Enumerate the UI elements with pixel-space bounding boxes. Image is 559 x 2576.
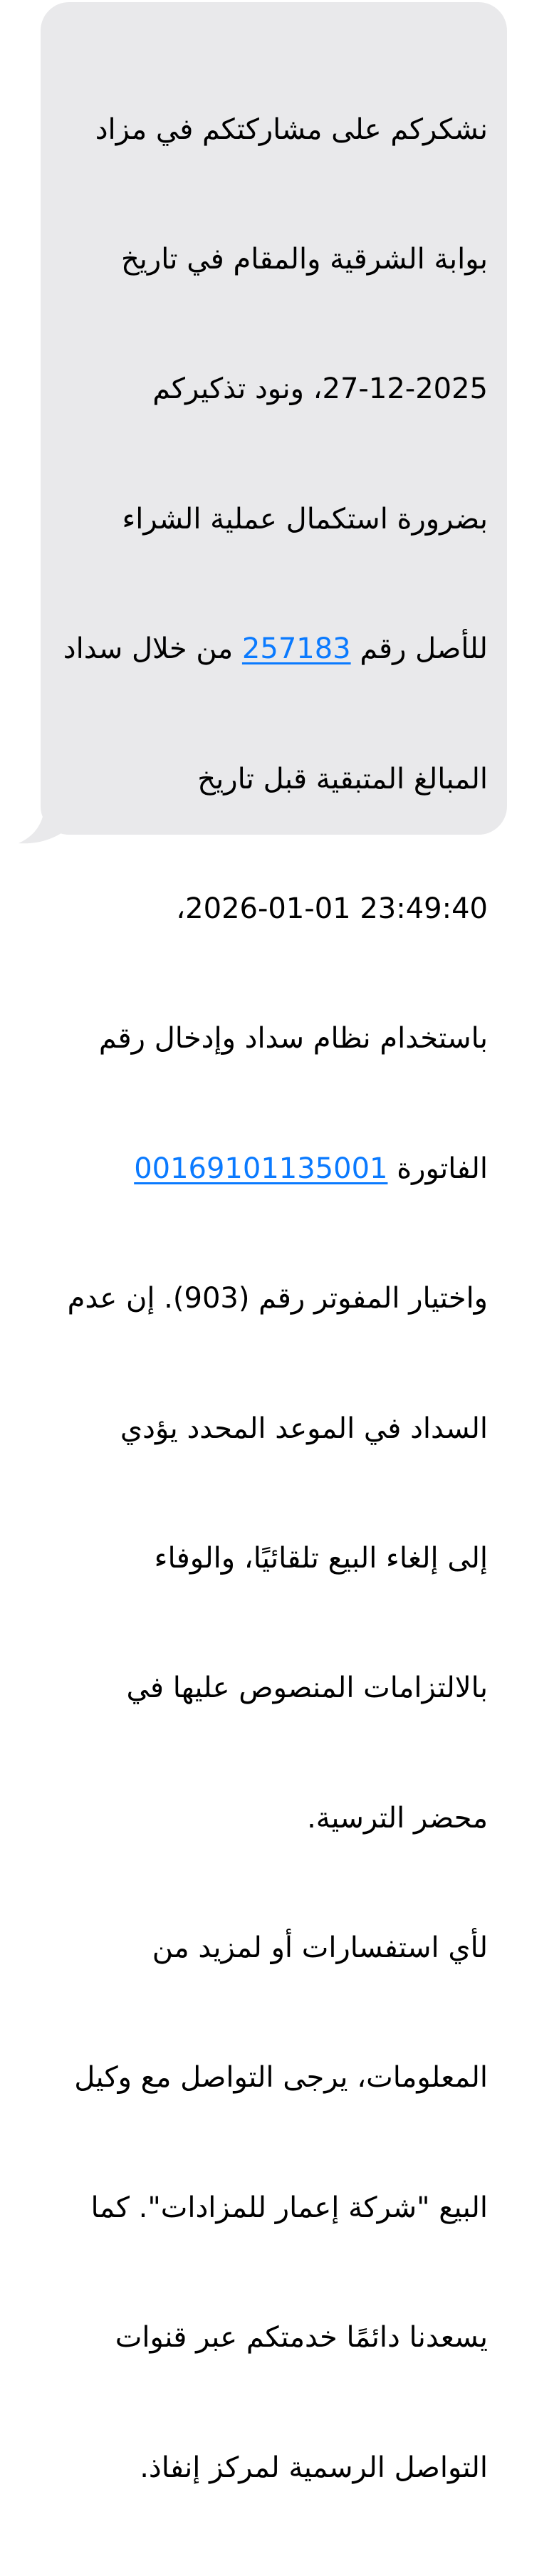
message-line bbox=[50, 627, 488, 671]
message-line bbox=[50, 887, 488, 931]
message-line: التواصل الرسمية لمركز إنفاذ. bbox=[140, 2451, 488, 2484]
message-line-text: للأصل رقم bbox=[350, 632, 488, 666]
message-line: يسعدنا دائمًا خدمتكم عبر قنوات bbox=[115, 2321, 488, 2355]
message-line: بالالتزامات المنصوص عليها في bbox=[126, 1672, 488, 1705]
message-line: محضر الترسية. bbox=[307, 1801, 488, 1835]
auction-date: 27-12-2025 bbox=[322, 372, 488, 406]
message-line-text: ، bbox=[176, 892, 186, 925]
message-line bbox=[50, 367, 488, 411]
asset-number-link[interactable]: 257183 bbox=[241, 632, 351, 666]
message-line: بوابة الشرقية والمقام في تاريخ bbox=[120, 242, 488, 276]
message-line: إلى إلغاء البيع تلقائيًا، والوفاء bbox=[154, 1541, 488, 1575]
message-line: البيع "شركة إعمار للمزادات". كما bbox=[90, 2191, 488, 2224]
message-line: بضرورة استكمال عملية الشراء bbox=[122, 502, 488, 536]
message-line-text: الفاتورة bbox=[387, 1152, 488, 1185]
message-line: نشكركم على مشاركتكم في مزاد bbox=[95, 113, 488, 146]
invoice-number-link[interactable]: 00169101135001 bbox=[134, 1152, 388, 1185]
message-line: واختيار المفوتر رقم (903). إن عدم bbox=[67, 1282, 488, 1315]
message-line: المعلومات، يرجى التواصل مع وكيل bbox=[74, 2061, 488, 2095]
message-line-text: من خلال سداد bbox=[63, 632, 242, 666]
message-line: السداد في الموعد المحدد يؤدي bbox=[120, 1412, 488, 1445]
deadline-datetime: 2026-01-01 23:49:40 bbox=[185, 892, 488, 925]
message-line: لأي استفسارات أو لمزيد من bbox=[152, 1931, 488, 1965]
message-line: باستخدام نظام سداد وإدخال رقم bbox=[98, 1022, 488, 1055]
message-text bbox=[50, 21, 488, 2576]
message-line: المبالغ المتبقية قبل تاريخ bbox=[197, 762, 488, 796]
message-line-text: ، ونود تذكيركم bbox=[152, 372, 323, 406]
message-line bbox=[50, 1147, 488, 1191]
